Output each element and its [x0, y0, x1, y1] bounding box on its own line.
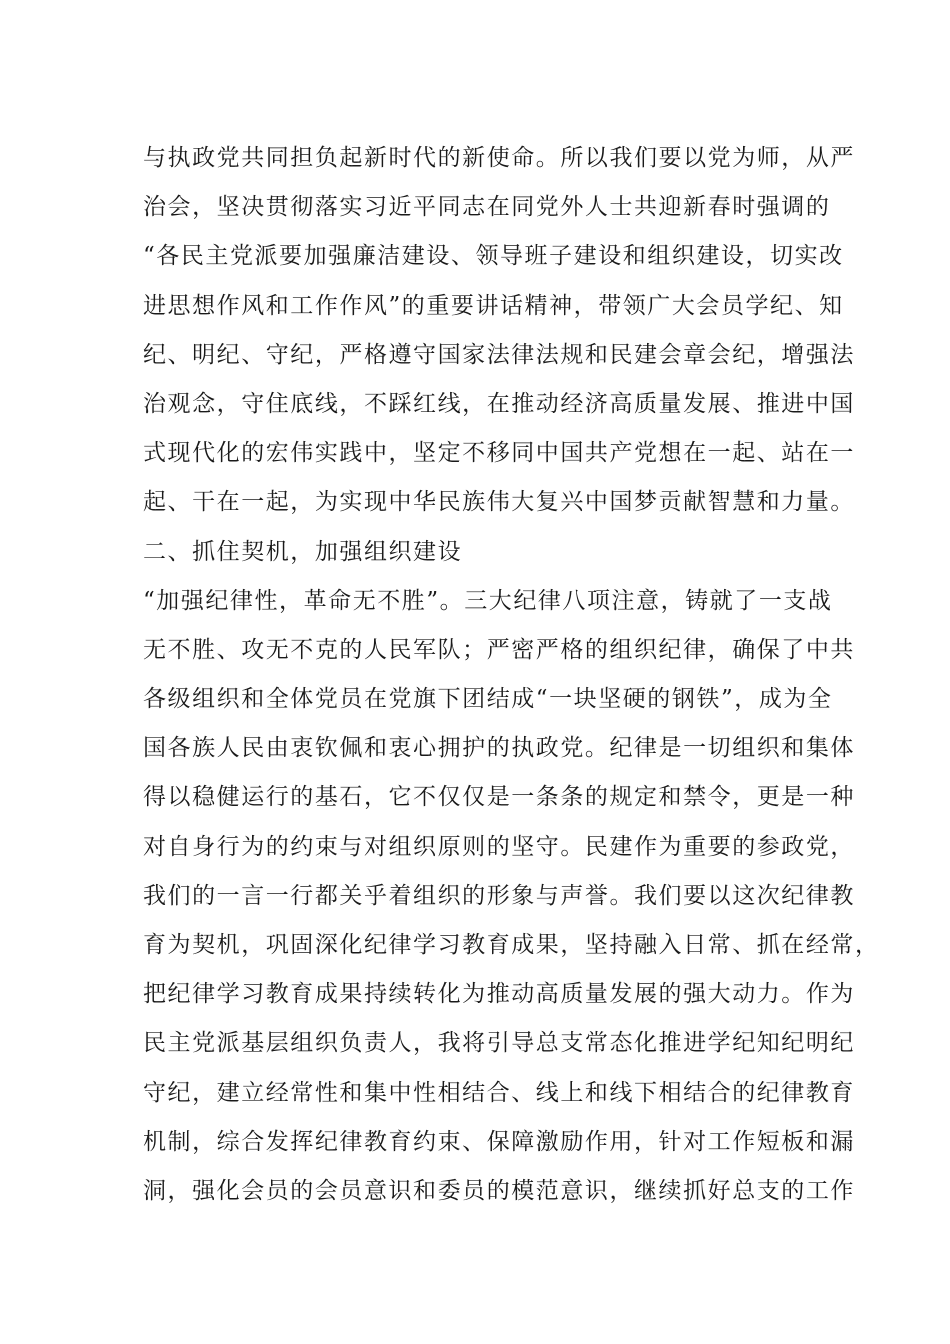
- text-line: 起、干在一起，为实现中华民族伟大复兴中国梦贡献智慧和力量。: [143, 489, 855, 516]
- text-line: 治会，坚决贯彻落实习近平同志在同党外人士共迎新春时强调的: [143, 194, 831, 221]
- text-line: 得以稳健运行的基石，它不仅仅是一条条的规定和禁令，更是一种: [143, 784, 855, 811]
- text-line: 各级组织和全体党员在党旗下团结成“一块坚硬的钢铁”，成为全: [143, 686, 833, 713]
- text-line: 守纪，建立经常性和集中性相结合、线上和线下相结合的纪律教育: [143, 1079, 855, 1106]
- text-line: 治观念，守住底线，不踩红线，在推动经济高质量发展、推进中国: [143, 390, 855, 417]
- body-text: [143, 134, 880, 1216]
- text-line: 纪、明纪、守纪，严格遵守国家法律法规和民建会章会纪，增强法: [143, 341, 855, 368]
- text-line: “加强纪律性，革命无不胜”。三大纪律八项注意，铸就了一支战: [143, 587, 833, 614]
- text-line: 民主党派基层组织负责人，我将引导总支常态化推进学纪知纪明纪: [143, 1030, 855, 1057]
- text-line: “各民主党派要加强廉洁建设、领导班子建设和组织建设，切实改: [143, 243, 844, 270]
- text-line: 式现代化的宏伟实践中，坚定不移同中国共产党想在一起、站在一: [143, 440, 855, 467]
- text-line: 进思想作风和工作作风”的重要讲话精神，带领广大会员学纪、知: [143, 292, 844, 319]
- text-line: 洞，强化会员的会员意识和委员的模范意识，继续抓好总支的工作: [143, 1177, 855, 1204]
- text-line: 对自身行为的约束与对组织原则的坚守。民建作为重要的参政党，: [143, 833, 855, 860]
- text-line: 把纪律学习教育成果持续转化为推动高质量发展的强大动力。作为: [143, 981, 855, 1008]
- text-line: 育为契机，巩固深化纪律学习教育成果，坚持融入日常、抓在经常，: [143, 932, 880, 958]
- text-line: 与执政党共同担负起新时代的新使命。所以我们要以党为师，从严: [143, 145, 855, 171]
- section-heading: 二、抓住契机，加强组织建设: [143, 538, 463, 565]
- text-line: 我们的一言一行都关乎着组织的形象与声誉。我们要以这次纪律教: [143, 882, 855, 909]
- text-line: 机制，综合发挥纪律教育约束、保障激励作用，针对工作短板和漏: [143, 1128, 855, 1155]
- text-line: 国各族人民由衷钦佩和衷心拥护的执政党。纪律是一切组织和集体: [143, 735, 855, 762]
- text-line: 无不胜、攻无不克的人民军队；严密严格的组织纪律，确保了中共: [143, 636, 855, 663]
